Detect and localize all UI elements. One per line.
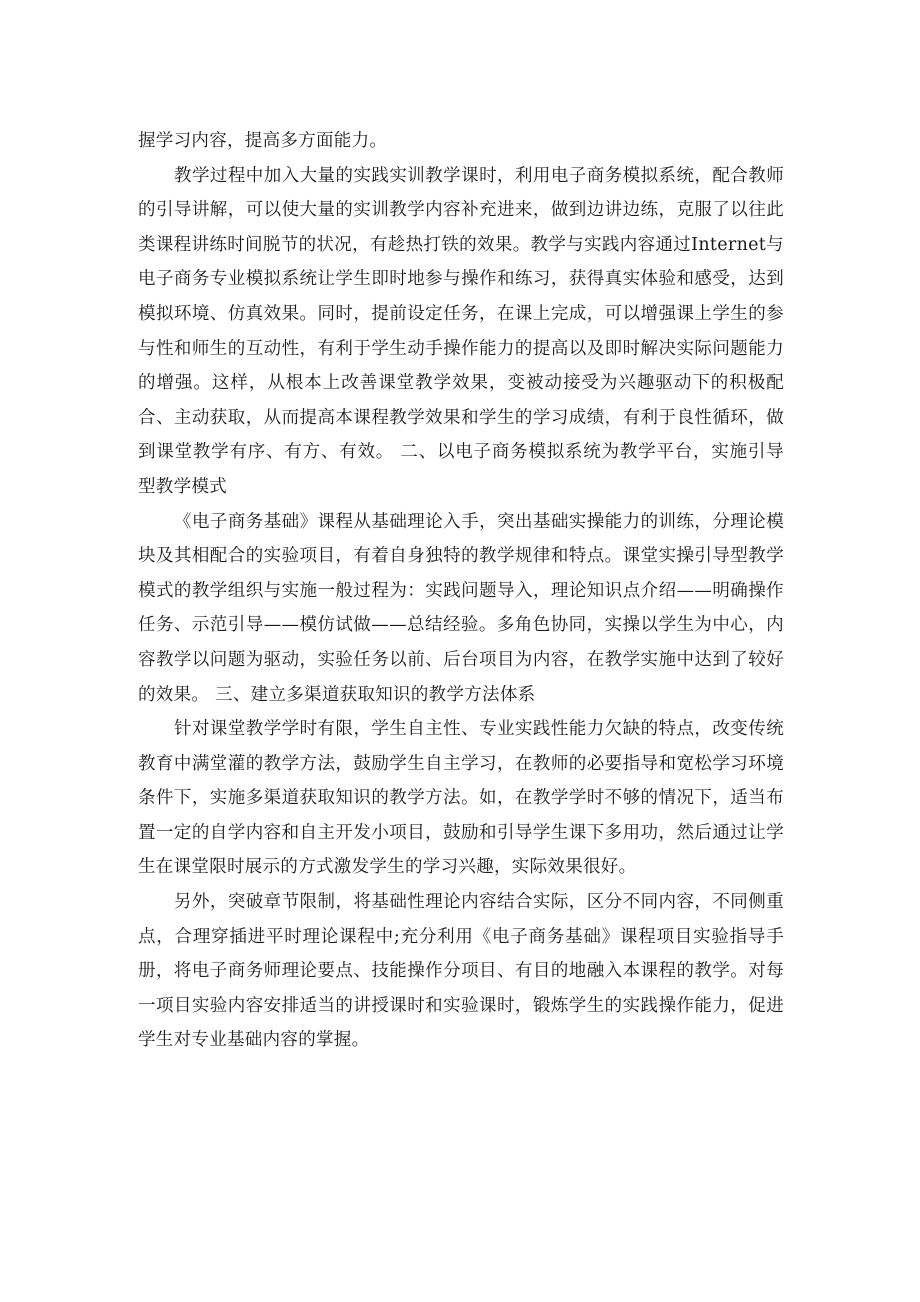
document-body (138, 124, 784, 1058)
paragraph-2: 教学过程中加入大量的实践实训教学课时，利用电子商务模拟系统，配合教师的引导讲解，可以使大量的实训教学内容补充进来，做到边讲边练，克服了以往此类课程讲练时间脱节的状况，有趁热打铁的效果。教学与实践内容通过Internet与电子商务专业模拟系统让学生即时地参与操作和练习，获得真实体验和感受，达到模拟环境、仿真效果。同时，提前设定任务，在课上完成，可以增强课上学生的参与性和师生的互动性，有利于学生动手操作能力的提高以及即时解决实际问题能力的增强。这样，从根本上改善课堂教学效果，变被动接受为兴趣驱动下的积极配合、主动获取，从而提高本课程教学效果和学生的学习成绩，有利于良性循环，做到课堂教学有序、有方、有效。 二、以电子商务模拟系统为教学平台，实施引导型教学模式 (138, 165, 784, 497)
paragraph-3: 《电子商务基础》课程从基础理论入手，突出基础实操能力的训练，分理论模块及其相配合的实验项目，有着自身独特的教学规律和特点。课堂实操引导型教学模式的教学组织与实施一般过程为：实践问题导入，理论知识点介绍——明确操作任务、示范引导——模仿试做——总结经验。多角色协同，实操以学生为中心，内容教学以问题为驱动，实验任务以前、后台项目为内容，在教学实施中达到了较好的效果。 三、建立多渠道获取知识的教学方法体系 (138, 511, 784, 705)
paragraph-5: 另外，突破章节限制，将基础性理论内容结合实际，区分不同内容，不同侧重点，合理穿插进平时理论课程中;充分利用《电子商务基础》课程项目实验指导手册，将电子商务师理论要点、技能操作分项目、有目的地融入本课程的教学。对每一项目实验内容安排适当的讲授课时和实验课时，锻炼学生的实践操作能力，促进学生对专业基础内容的掌握。 (138, 892, 784, 1051)
paragraph-1: 握学习内容，提高多方面能力。 (138, 131, 388, 151)
paragraph-4: 针对课堂教学学时有限，学生自主性、专业实践性能力欠缺的特点，改变传统教育中满堂灌的教学方法，鼓励学生自主学习，在教师的必要指导和宽松学习环境条件下，实施多渠道获取知识的教学方法。如，在教学学时不够的情况下，适当布置一定的自学内容和自主开发小项目，鼓励和引导学生课下多用功，然后通过让学生在课堂限时展示的方式激发学生的学习兴趣，实际效果很好。 (138, 719, 784, 878)
